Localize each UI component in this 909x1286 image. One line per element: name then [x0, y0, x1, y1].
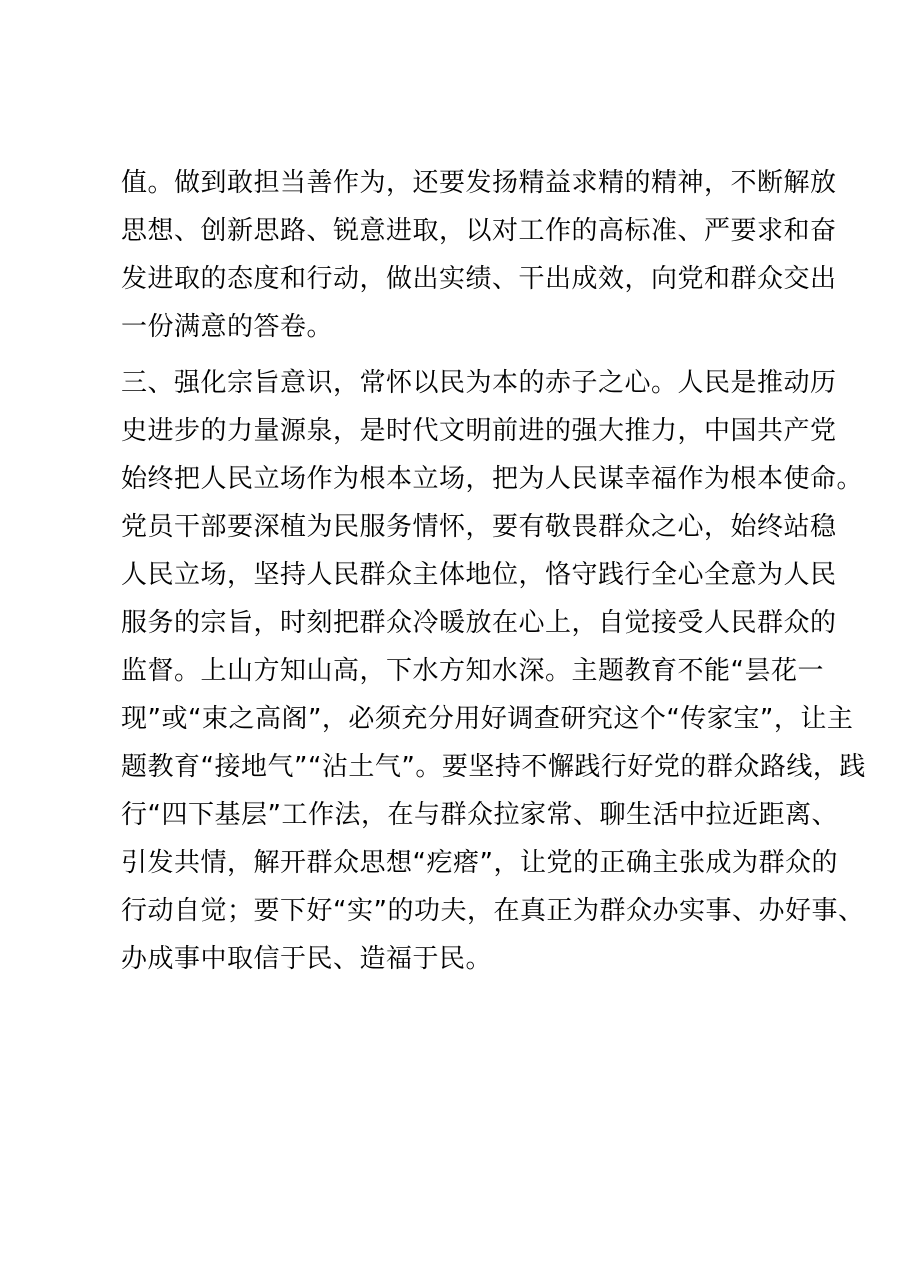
paragraph-line: 监督。上山方知山高，下水方知水深。主题教育不能“昙花一	[121, 656, 824, 686]
paragraph-line: 发进取的态度和行动，做出实绩、干出成效，向党和群众交出	[121, 264, 837, 294]
paragraph-line: 题教育“接地气”“沾土气”。要坚持不懈践行好党的群众路线，践	[121, 752, 866, 782]
paragraph-line: 一份满意的答卷。	[121, 312, 334, 342]
paragraph-line: 现”或“束之高阁”，必须充分用好调查研究这个“传家宝”，让主	[121, 704, 854, 734]
paragraph-1	[121, 159, 837, 351]
paragraph-line: 办成事中取信于民、造福于民。	[121, 944, 493, 974]
paragraph-line: 服务的宗旨，时刻把群众冷暖放在心上，自觉接受人民群众的	[121, 608, 837, 638]
paragraph-line: 人民立场，坚持人民群众主体地位，恪守践行全心全意为人民	[121, 560, 837, 590]
paragraph-line: 史进步的力量源泉，是时代文明前进的强大推力，中国共产党	[121, 416, 837, 446]
paragraph-line: 行动自觉；要下好“实”的功夫，在真正为群众办实事、办好事、	[121, 896, 865, 926]
paragraph-2	[121, 359, 866, 983]
paragraph-line: 党员干部要深植为民服务情怀，要有敬畏群众之心，始终站稳	[121, 512, 837, 542]
section-heading-line: 三、强化宗旨意识，常怀以民为本的赤子之心。人民是推动历	[121, 368, 837, 398]
paragraph-line: 值。做到敢担当善作为，还要发扬精益求精的精神，不断解放	[121, 168, 837, 198]
paragraph-line: 行“四下基层”工作法，在与群众拉家常、聊生活中拉近距离、	[121, 800, 838, 830]
paragraph-line: 始终把人民立场作为根本立场，把为人民谋幸福作为根本使命。	[121, 464, 864, 494]
paragraph-line: 思想、创新思路、锐意进取，以对工作的高标准、严要求和奋	[121, 216, 837, 246]
paragraph-line: 引发共情，解开群众思想“疙瘩”，让党的正确主张成为群众的	[121, 848, 838, 878]
